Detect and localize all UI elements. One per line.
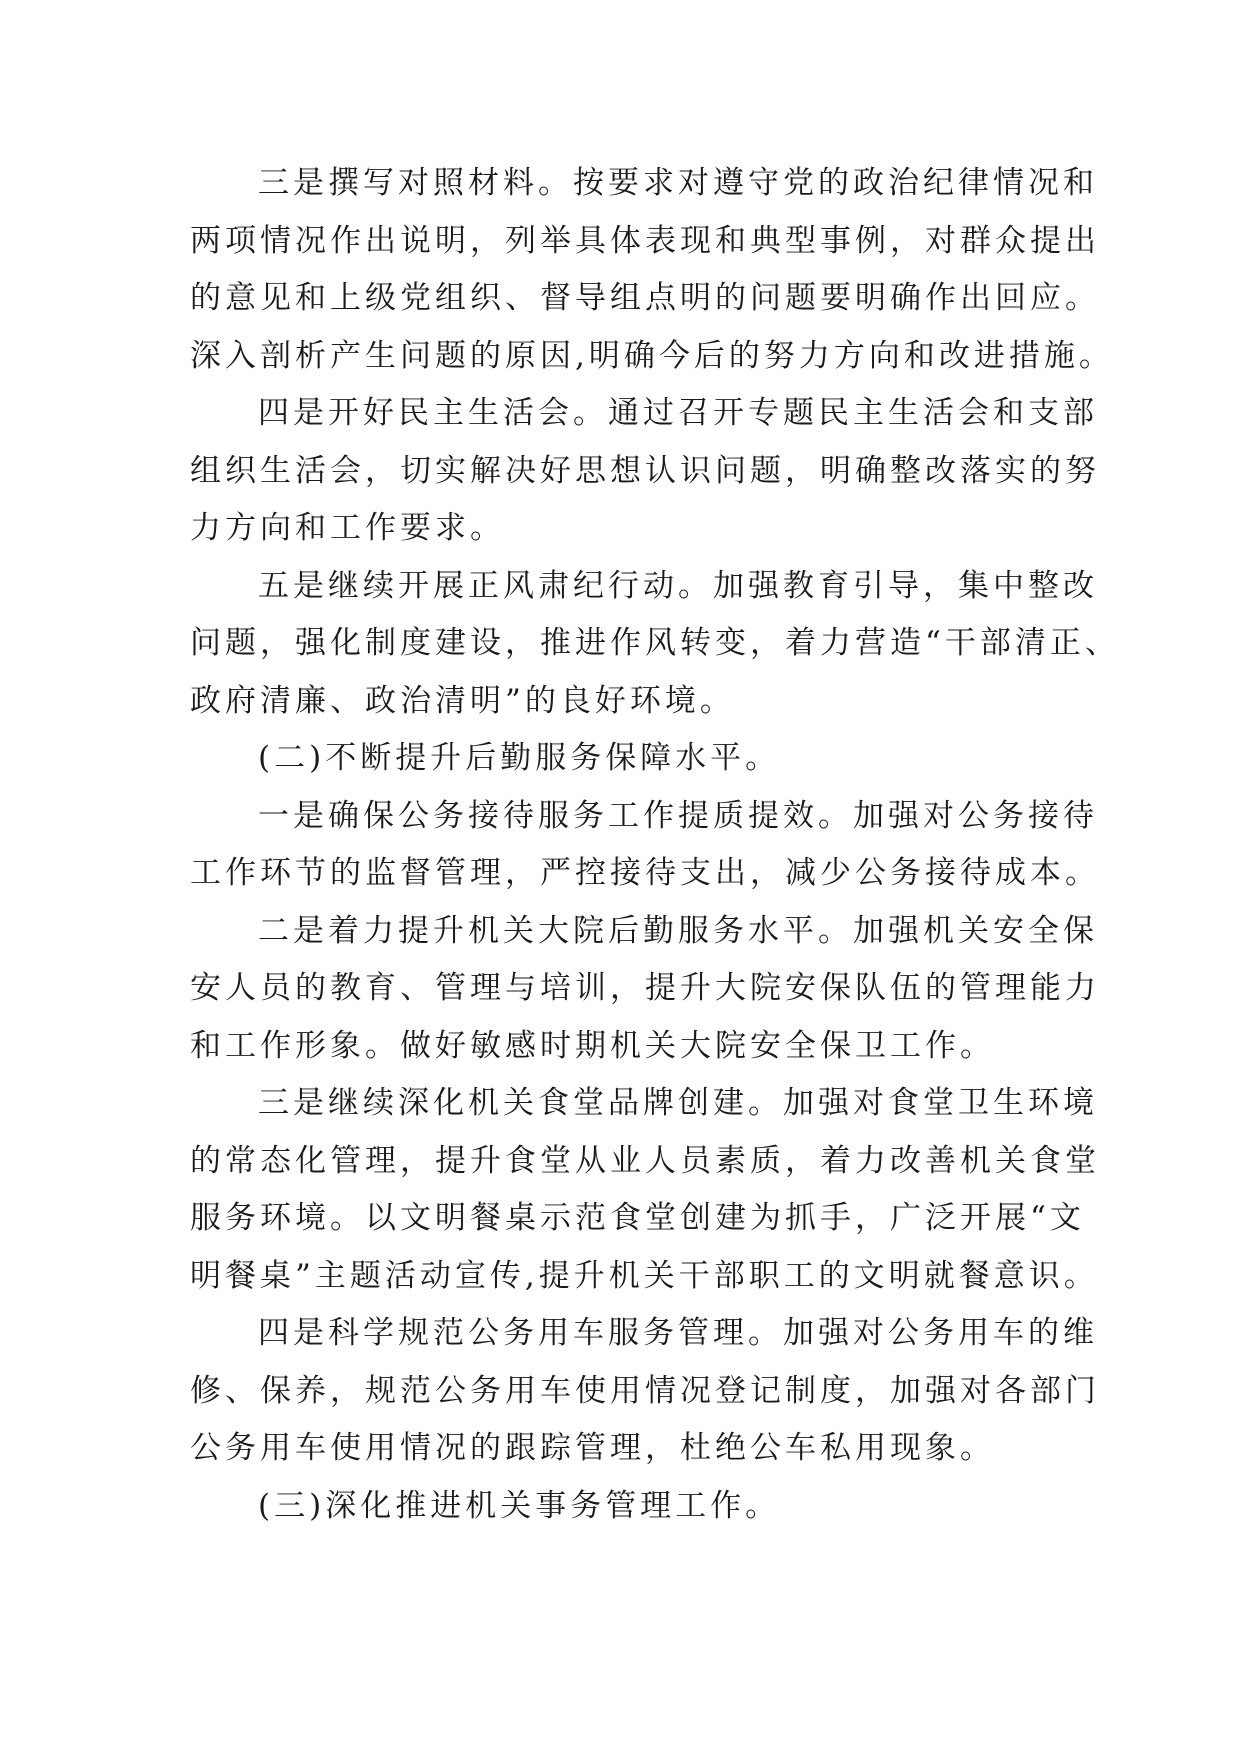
paragraph-line: 组织生活会，切实解决好思想认识问题，明确整改落实的努 [190, 452, 1100, 489]
paragraph-line: 公务用车使用情况的跟踪管理，杜绝公车私用现象。 [190, 1430, 995, 1466]
paragraph-line: 政府清廉、政治清明”的良好环境。 [190, 682, 735, 719]
paragraph-line: 四是开好民主生活会。通过召开专题民主生活会和支部 [258, 395, 1098, 431]
paragraph-line: 深入剖析产生问题的原因,明确今后的努力方向和改进措施。 [190, 337, 1114, 374]
paragraph-line: 的意见和上级党组织、督导组点明的问题要明确作出回应。 [190, 280, 1100, 316]
paragraph-line: 一是确保公务接待服务工作提质提效。加强对公务接待 [258, 797, 1098, 834]
paragraph-line: 三是继续深化机关食堂品牌创建。加强对食堂卫生环境 [258, 1085, 1098, 1121]
section-heading: (二)不断提升后勤服务保障水平。 [258, 740, 781, 776]
paragraph-line: 和工作形象。做好敏感时期机关大院安全保卫工作。 [190, 1027, 995, 1064]
paragraph-line: 修、保养，规范公务用车使用情况登记制度，加强对各部门 [190, 1372, 1100, 1409]
paragraph-line: 安人员的教育、管理与培训，提升大院安保队伍的管理能力 [190, 970, 1100, 1006]
paragraph-line: 五是继续开展正风肃纪行动。加强教育引导，集中整改 [258, 567, 1098, 604]
section-heading: (三)深化推进机关事务管理工作。 [258, 1487, 781, 1524]
paragraph-line: 工作环节的监督管理，严控接待支出，减少公务接待成本。 [190, 855, 1100, 891]
paragraph-line: 三是撰写对照材料。按要求对遵守党的政治纪律情况和 [258, 165, 1098, 201]
paragraph-line: 二是着力提升机关大院后勤服务水平。加强机关安全保 [258, 912, 1098, 949]
paragraph-line: 四是科学规范公务用车服务管理。加强对公务用车的维 [258, 1315, 1098, 1351]
paragraph-line: 服务环境。以文明餐桌示范食堂创建为抓手，广泛开展“文 [190, 1200, 1085, 1236]
paragraph-line: 力方向和工作要求。 [190, 510, 505, 546]
document-body [190, 155, 1120, 1535]
paragraph-line: 两项情况作出说明，列举具体表现和典型事例，对群众提出 [190, 222, 1100, 259]
paragraph-line: 问题，强化制度建设，推进作风转变，着力营造“干部清正、 [190, 625, 1120, 661]
paragraph-line: 的常态化管理，提升食堂从业人员素质，着力改善机关食堂 [190, 1142, 1100, 1179]
paragraph-line: 明餐桌”主题活动宣传,提升机关干部职工的文明就餐意识。 [190, 1257, 1099, 1294]
